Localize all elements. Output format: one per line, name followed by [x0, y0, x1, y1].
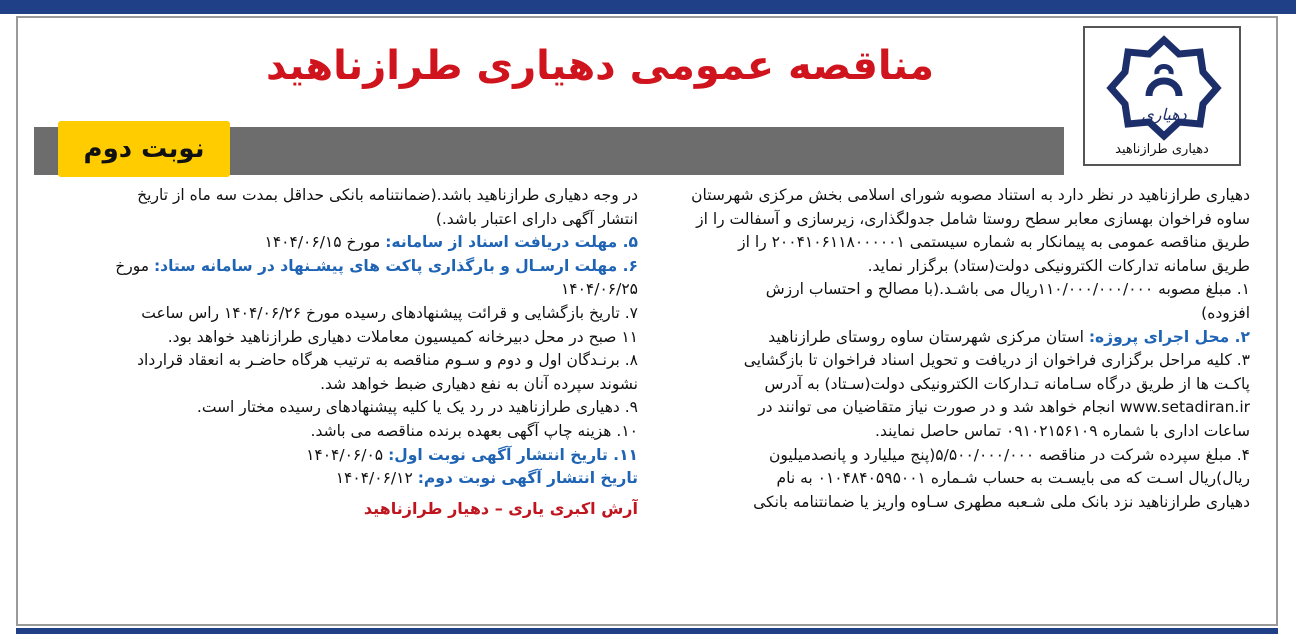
- cont-line: در وجه دهیاری طرازناهید باشد.(ضمانتنامه بانکی حداقل بمدت سه ماه از تاریخ: [137, 186, 638, 204]
- item3-url-line: [660, 396, 1250, 420]
- logo-caption: دهیاری طرازناهید: [1115, 142, 1209, 157]
- intro-line: دهیاری طرازناهید در نظر دارد به استناد مصوبه شورای اسلامی بخش مرکزی شهرستان: [691, 186, 1250, 204]
- item11-value: ۱۴۰۴/۰۶/۰۵: [306, 445, 389, 464]
- item6-value: مورخ: [115, 256, 154, 275]
- item1-line: ۱. مبلغ مصوبه ۱۱۰/۰۰۰/۰۰۰/۰۰۰ریال می باشـد.(با مصالح و احتساب ارزش: [765, 280, 1250, 299]
- item4-line: دهیاری طرازناهید نزد بانک ملی شـعبه مطهری سـاوه واریز یا ضمانتنامه بانکی: [753, 492, 1250, 511]
- left-column: [36, 184, 638, 520]
- item2-line: [660, 326, 1250, 350]
- item1-line: افزوده): [1201, 303, 1250, 322]
- page-title: مناقصه عمومی دهیاری طرازناهید: [265, 43, 934, 89]
- item4-line: ریال)ریال اسـت که می بایسـت به حساب شـماره ۰۱۰۴۸۴۰۵۹۵۰۰۱ به نام: [776, 469, 1250, 488]
- round-badge: نوبت دوم: [58, 121, 230, 177]
- item3-line: ساعات اداری با شماره ۰۹۱۰۲۱۵۶۱۰۹ تماس حاصل نمایند.: [875, 421, 1250, 440]
- item3-line: پاکـت ها از طریق درگاه سـامانه تـدارکات الکترونیکی دولت(سـتاد) به آدرس: [764, 374, 1250, 393]
- item10-line: ۱۰. هزینه چاپ آگهی بعهده برنده مناقصه می باشد.: [310, 421, 638, 440]
- item8-line: ۸. برنـدگان اول و دوم و سـوم مناقصه به ترتیب هرگاه حاضـر به انعقاد قرارداد: [137, 351, 638, 370]
- dehyari-logo-icon: [1105, 34, 1223, 142]
- item7-line: ۷. تاریخ بازگشایی و قرائت پیشنهادهای رسیده مورخ ۱۴۰۴/۰۶/۲۶ راس ساعت: [141, 303, 638, 322]
- item3-line: ۳. کلیه مراحل برگزاری فراخوان از دریافت و تحویل اسناد فراخوان تا بازگشایی: [743, 351, 1250, 370]
- top-border-bar: [0, 0, 1296, 14]
- logo-box: [1083, 26, 1241, 166]
- item6-label: ۶. مهلت ارسـال و بارگذاری پاکت های پیشـنهاد در سامانه ستاد:: [153, 256, 638, 275]
- bottom-border-bar: [16, 628, 1278, 634]
- logo-script: دهیاری: [1141, 105, 1187, 124]
- intro-line: طریق مناقصه عمومی به پیمانکار به شماره سیستمی ۲۰۰۴۱۰۶۱۱۸۰۰۰۰۰۱ را از: [738, 233, 1250, 252]
- item3-after-url: انجام خواهد شد و در صورت نیاز متقاضیان می توانند در: [758, 398, 1120, 417]
- item2-value: استان مرکزی شهرستان ساوه روستای طرازناهید: [768, 327, 1089, 346]
- item8-line: نشوند سپرده آنان به نفع دهیاری ضبط خواهد شد.: [320, 374, 638, 393]
- right-column: [660, 184, 1250, 514]
- item12-value: ۱۴۰۴/۰۶/۱۲: [335, 469, 418, 488]
- item7-line: ۱۱ صبح در محل دبیرخانه کمیسیون معاملات دهیاری طرازناهید خواهد بود.: [167, 327, 638, 346]
- item9-line: ۹. دهیاری طرازناهید در رد یک یا کلیه پیشنهادهای رسیده مختار است.: [196, 398, 638, 417]
- item11-label: ۱۱. تاریخ انتشار آگهی نوبت اول:: [388, 445, 638, 464]
- item12-line: [36, 467, 638, 491]
- item6-date: ۱۴۰۴/۰۶/۲۵: [560, 280, 638, 299]
- signature: آرش اکبری یاری – دهیار طرازناهید: [363, 498, 638, 518]
- item11-line: [36, 444, 638, 468]
- intro-line: ساوه فراخوان بهسازی معابر سطح روستا شامل جدولگذاری، زیرسازی و آسفالت را از: [696, 209, 1250, 228]
- item12-label: تاریخ انتشار آگهی نوبت دوم:: [417, 469, 638, 488]
- item6-line: [36, 255, 638, 279]
- item5-line: [36, 231, 638, 255]
- item2-label: ۲. محل اجرای پروژه:: [1088, 327, 1250, 346]
- intro-line: طریق سامانه تدارکات الکترونیکی دولت(ستاد) برگزار نماید.: [867, 256, 1250, 275]
- item4-line: ۴. مبلغ سپرده شرکت در مناقصه ۵/۵۰۰/۰۰۰/۰۰۰(پنج میلیارد و پانصدمیلیون: [768, 445, 1250, 464]
- item5-label: ۵. مهلت دریافت اسناد از سامانه:: [385, 233, 638, 252]
- cont-line: انتشار آگهی دارای اعتبار باشد.): [435, 209, 638, 228]
- setad-url: www.setadiran.ir: [1119, 398, 1250, 417]
- item5-value: مورخ ۱۴۰۴/۰۶/۱۵: [264, 233, 386, 252]
